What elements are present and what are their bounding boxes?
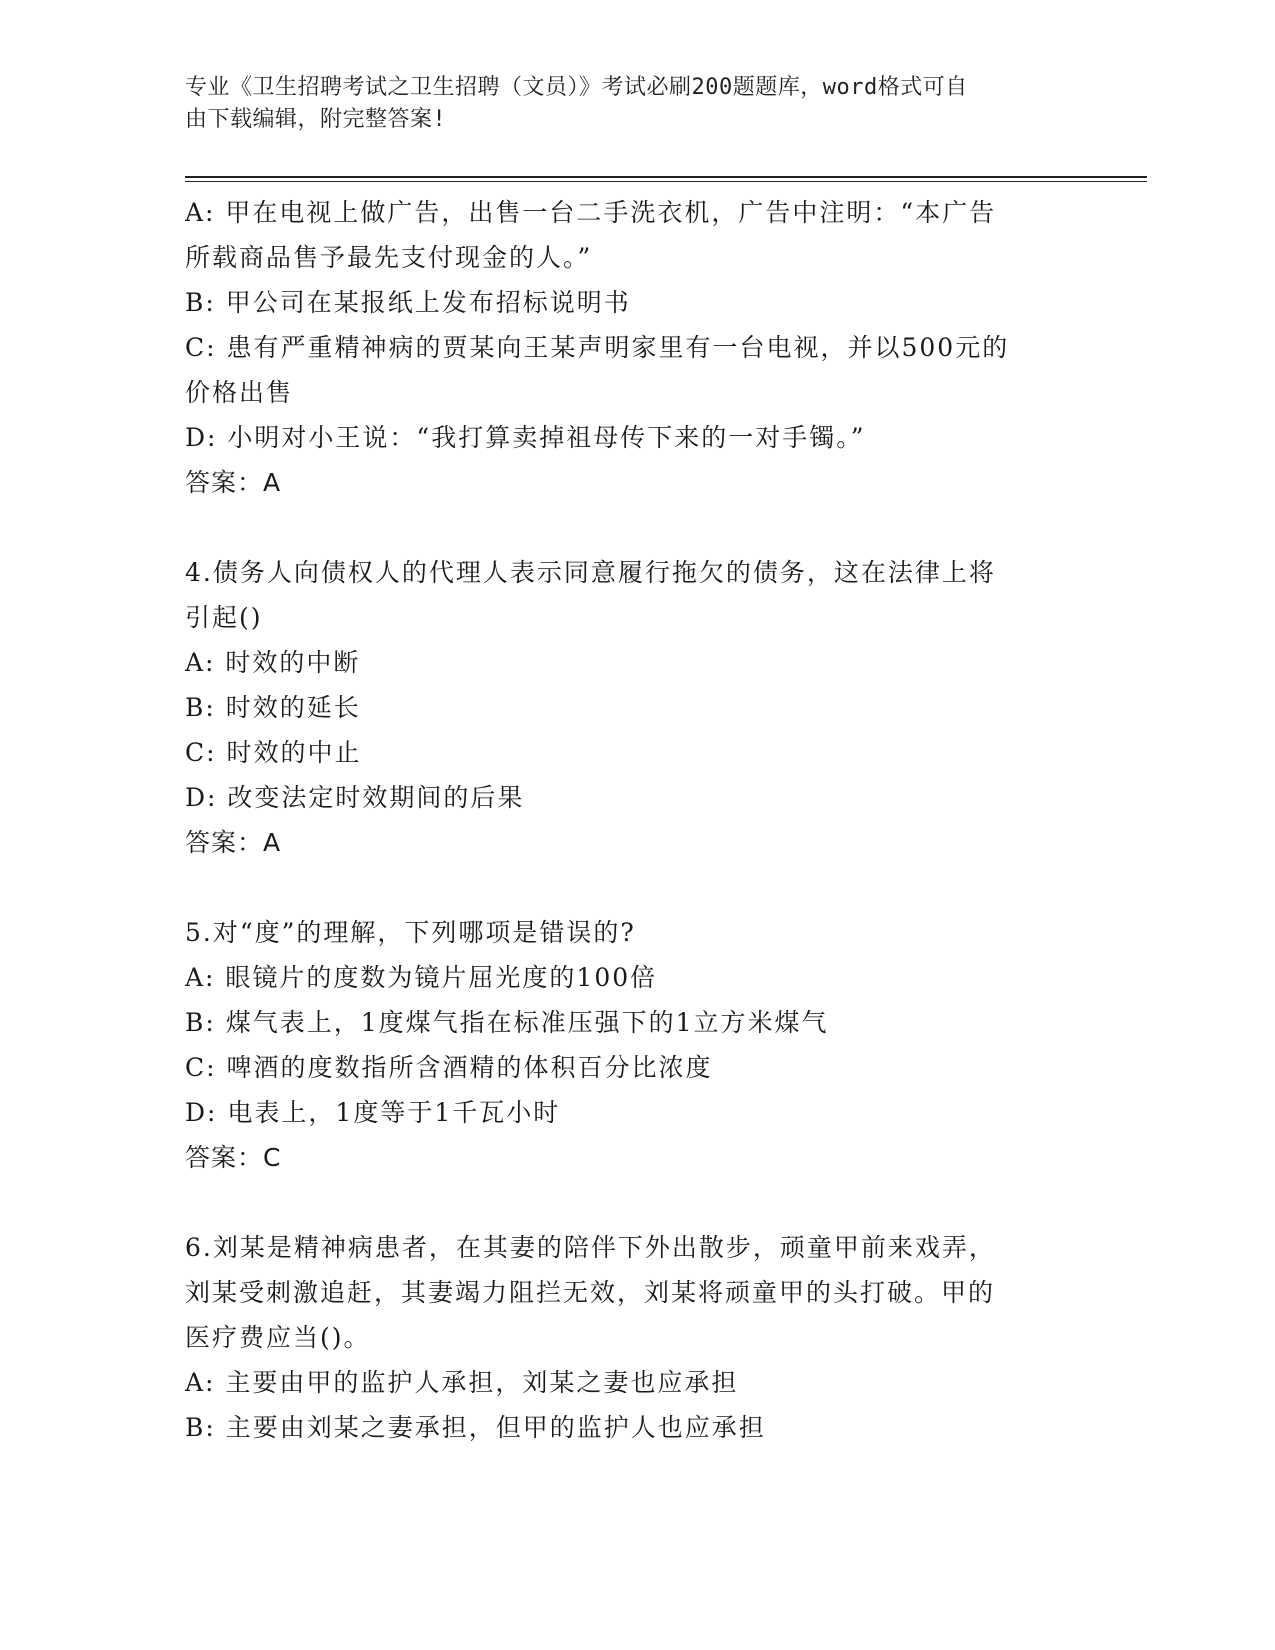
question-list — [185, 190, 1085, 1450]
question-5 — [185, 910, 1085, 1180]
option-a-line-1: A: 甲在电视上做广告，出售一台二手洗衣机，广告中注明：“本广告 — [185, 198, 997, 227]
question-spacer — [185, 1180, 1085, 1225]
option-a: A: 主要由甲的监护人承担，刘某之妻也应承担 — [185, 1368, 739, 1397]
header-rule-thin — [185, 181, 1147, 182]
option-d: D: 电表上，1度等于1千瓦小时 — [185, 1098, 561, 1127]
header-line-2: 由下载编辑，附完整答案! — [185, 107, 447, 132]
answer: 答案：C — [185, 1143, 282, 1172]
option-c-line-1: C: 患有严重精神病的贾某向王某声明家里有一台电视，并以500元的 — [185, 333, 1010, 362]
option-a: A: 时效的中断 — [185, 648, 361, 677]
question-6 — [185, 1225, 1085, 1450]
question-stem-line-1: 4.债务人向债权人的代理人表示同意履行拖欠的债务，这在法律上将 — [185, 558, 996, 587]
question-3 — [185, 190, 1085, 505]
question-stem-line-2: 引起() — [185, 603, 263, 632]
question-stem-line-2: 刘某受刺激追赶，其妻竭力阻拦无效，刘某将顽童甲的头打破。甲的 — [185, 1278, 996, 1307]
option-d: D: 小明对小王说：“我打算卖掉祖母传下来的一对手镯。” — [185, 423, 866, 452]
option-a-line-2: 所载商品售予最先支付现金的人。” — [185, 243, 593, 272]
option-b: B: 煤气表上，1度煤气指在标准压强下的1立方米煤气 — [185, 1008, 829, 1037]
document-header — [185, 72, 1065, 136]
header-rule-thick — [185, 176, 1147, 178]
question-stem-line-1: 6.刘某是精神病患者，在其妻的陪伴下外出散步，顽童甲前来戏弄， — [185, 1233, 996, 1262]
header-line-1: 专业《卫生招聘考试之卫生招聘（文员）》考试必刷200题题库，word格式可自 — [185, 75, 968, 100]
question-spacer — [185, 865, 1085, 910]
question-spacer — [185, 505, 1085, 550]
option-c-line-2: 价格出售 — [185, 378, 294, 407]
question-stem: 5.对“度”的理解，下列哪项是错误的? — [185, 918, 636, 947]
option-b: B: 时效的延长 — [185, 693, 361, 722]
option-c: C: 啤酒的度数指所含酒精的体积百分比浓度 — [185, 1053, 713, 1082]
option-c: C: 时效的中止 — [185, 738, 362, 767]
option-a: A: 眼镜片的度数为镜片屈光度的100倍 — [185, 963, 658, 992]
option-b: B: 主要由刘某之妻承担，但甲的监护人也应承担 — [185, 1413, 766, 1442]
question-4 — [185, 550, 1085, 865]
option-d: D: 改变法定时效期间的后果 — [185, 783, 525, 812]
question-stem-line-3: 医疗费应当()。 — [185, 1323, 371, 1352]
answer: 答案：A — [185, 828, 282, 857]
option-b: B: 甲公司在某报纸上发布招标说明书 — [185, 288, 631, 317]
answer: 答案：A — [185, 468, 282, 497]
